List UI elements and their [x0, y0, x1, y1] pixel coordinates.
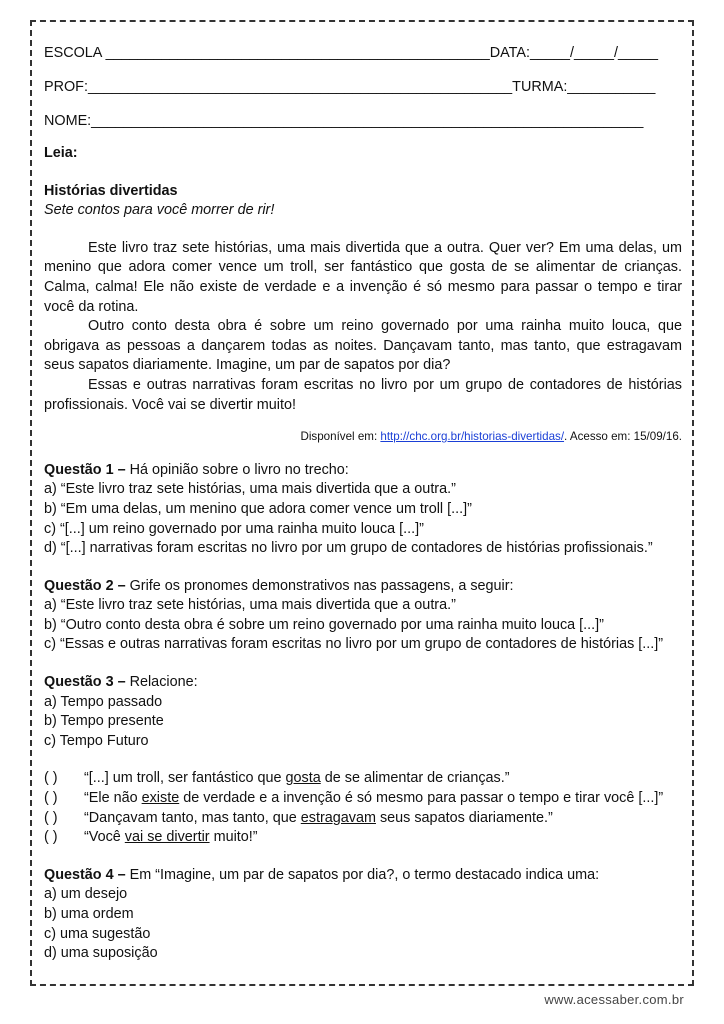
relate-text-post: de verdade e a invenção é só mesmo para passar o tempo e tirar você [...]” [179, 790, 664, 807]
relate-text-post: muito!” [209, 829, 258, 846]
option: b) Tempo presente [44, 713, 164, 730]
answer-blank[interactable]: ( ) [44, 770, 58, 787]
option: b) uma ordem [44, 906, 134, 922]
question-label: Questão 2 – [44, 577, 126, 594]
question-4 [44, 866, 682, 886]
paragraph: Outro conto desta obra é sobre um reino governado por uma rainha muito louca, que obrigava as pessoas a dançarem todas as noites. Dançavam tanto, mas tanto, que estragavam seus sapatos diariamente. Imagine, um par de sapatos por dia? [44, 318, 682, 374]
option: c) “Essas e outras narrativas foram escritas no livro por um grupo de contadores de histórias [...]” [44, 636, 664, 653]
option: a) Tempo passado [44, 693, 163, 710]
option: a) um desejo [44, 886, 128, 903]
question-2 [44, 577, 682, 597]
question-text: Em “Imagine, um par de sapatos por dia?, o termo destacado indica uma: [125, 866, 600, 883]
relate-text-post: seus sapatos diariamente.” [375, 809, 553, 826]
answer-blank[interactable]: ( ) [44, 829, 58, 846]
option: d) uma suposição [44, 945, 158, 962]
paragraph: Este livro traz sete histórias, uma mais divertida que a outra. Quer ver? Em uma delas, um menino que adora comer vence um troll, ser fantástico que gosta de se alimentar de crianças. Calma, calma! Ele não existe de verdade e a invenção é só mesmo para passar o tempo e tirar você da rotina. [44, 239, 682, 315]
option: a) “Este livro traz sete histórias, uma mais divertida que a outra.” [44, 597, 456, 614]
relate-item [44, 789, 682, 809]
question-text: Relacione: [125, 674, 198, 691]
paragraph: Essas e outras narrativas foram escritas no livro por um grupo de contadores de histórias profissionais. Você vai se divertir muito! [44, 376, 682, 413]
source-link[interactable]: http://chc.org.br/historias-divertidas/ [380, 430, 565, 444]
option: c) Tempo Futuro [44, 732, 149, 749]
underlined-verb: existe [141, 790, 180, 807]
relate-text-pre: “Dançavam tanto, mas tanto, que [84, 809, 301, 826]
relate-text-post: de se alimentar de crianças.” [320, 770, 510, 787]
question-label: Questão 1 – [44, 461, 126, 478]
text-title: Histórias divertidas [44, 182, 178, 199]
option: d) “[...] narrativas foram escritas no livro por um grupo de contadores de histórias profissionais.” [44, 540, 653, 557]
worksheet-content [44, 36, 682, 964]
text-subtitle: Sete contos para você morrer de rir! [44, 202, 275, 219]
relate-text-pre: “[...] um troll, ser fantástico que [84, 770, 286, 787]
option: b) “Em uma delas, um menino que adora comer vence um troll [...]” [44, 500, 472, 517]
question-3 [44, 673, 682, 693]
relate-text-pre: “Você [84, 829, 125, 846]
answer-blank[interactable]: ( ) [44, 809, 58, 826]
footer-website: www.acessaber.com.br [544, 992, 684, 1007]
question-text: Grife os pronomes demonstrativos nas passagens, a seguir: [125, 577, 514, 594]
option: b) “Outro conto desta obra é sobre um reino governado por uma rainha muito louca [...]” [44, 616, 604, 633]
option: c) “[...] um reino governado por uma rainha muito louca [...]” [44, 520, 424, 537]
question-label: Questão 3 – [44, 674, 126, 691]
school-date-line: ESCOLA ________________________________________________DATA:_____/_____/_____ [44, 45, 659, 61]
question-text: Há opinião sobre o livro no trecho: [125, 461, 349, 478]
underlined-verb: estragavam [300, 809, 376, 826]
underlined-verb: gosta [285, 770, 321, 787]
source-suffix: . Acesso em: 15/09/16. [564, 430, 682, 444]
read-label: Leia: [44, 145, 78, 161]
relate-item [44, 769, 682, 789]
relate-item [44, 809, 682, 829]
source-citation [44, 427, 682, 447]
question-1 [44, 461, 682, 481]
answer-blank[interactable]: ( ) [44, 790, 58, 807]
option: c) uma sugestão [44, 925, 151, 942]
teacher-class-line: PROF:_____________________________________________________TURMA:___________ [44, 79, 656, 95]
source-prefix: Disponível em: [300, 430, 381, 444]
underlined-verb: vai se divertir [124, 829, 210, 846]
name-line: NOME:_____________________________________________________________________ [44, 113, 644, 129]
relate-item [44, 828, 682, 848]
question-label: Questão 4 – [44, 866, 126, 883]
relate-text-pre: “Ele não [84, 790, 142, 807]
option: a) “Este livro traz sete histórias, uma mais divertida que a outra.” [44, 481, 456, 498]
